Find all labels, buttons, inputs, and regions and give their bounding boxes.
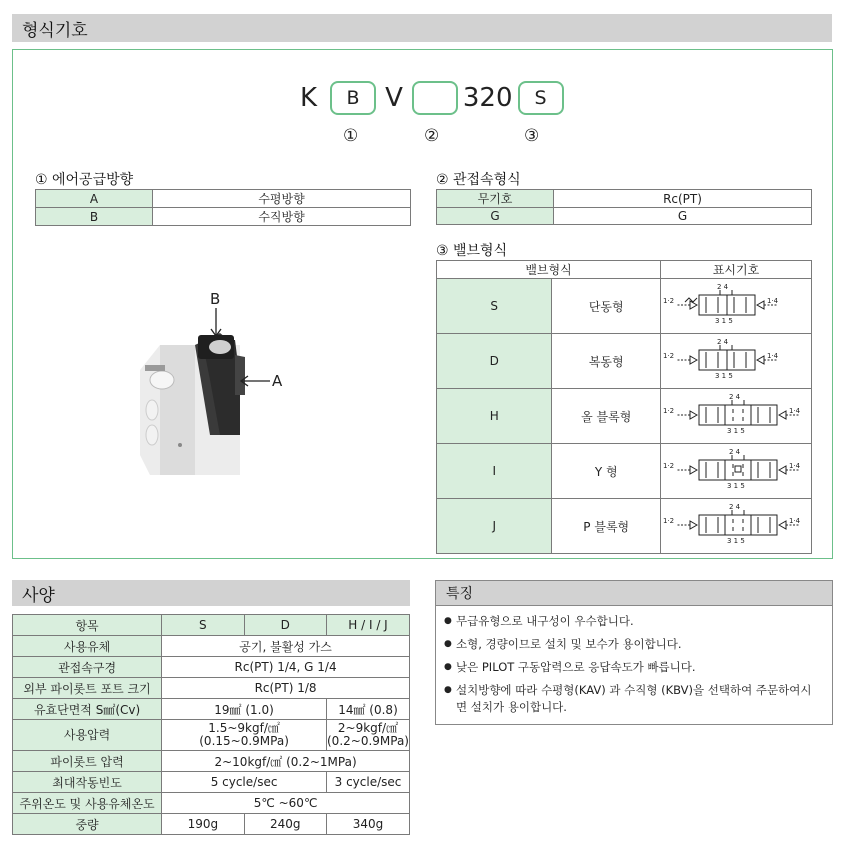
valve-box (725, 460, 751, 480)
valve-symbol-i (661, 444, 812, 499)
spec-value-area-hij: 14㎟ (0.8) (327, 699, 410, 720)
section-title: 형식기호 (22, 20, 88, 41)
feature-item: ● 무급유형으로 내구성이 우수합니다. (446, 613, 822, 630)
spec-value-area-sd: 19㎟ (1.0) (162, 699, 327, 720)
valve-box (699, 515, 725, 535)
spec-label-weight: 중량 (13, 814, 162, 835)
pilot-left-icon (690, 521, 697, 529)
port-label-bottom: 3 1 5 (715, 372, 733, 380)
spec-header-d: D (244, 615, 326, 636)
valve-box (699, 295, 727, 315)
air-supply-title: ① 에어공급방향 (35, 172, 134, 188)
spec-label-area: 유효단면적 S㎟(Cv) (13, 699, 162, 720)
spec-value-weight-hij: 340g (327, 814, 410, 835)
feature-item: ● 설치방향에 따라 수평형(KAV) 과 수직형 (KBV)을 선택하여 주문하여시면 설치가 용이합니다. (446, 682, 822, 716)
valve-code-s: S (437, 279, 552, 334)
port-label-bottom: 3 1 5 (727, 482, 745, 490)
pilot-left-icon (690, 466, 697, 474)
spec-value-fluid: 공기, 불활성 가스 (162, 636, 410, 657)
marker-1: ① (343, 126, 359, 146)
spec-value-weight-d: 240g (244, 814, 326, 835)
valve-product-image (140, 285, 310, 485)
marker-2: ② (424, 126, 440, 146)
valve-box (699, 405, 725, 425)
air-code-b: B (36, 208, 153, 226)
spec-value-pilot-port: Rc(PT) 1/8 (162, 678, 410, 699)
port-label-top: 2 4 (729, 503, 741, 511)
port-label-top: 2 4 (729, 448, 741, 456)
spec-table (12, 614, 410, 835)
valve-box (751, 460, 777, 480)
direction-label-b: B (210, 290, 221, 308)
valve-code-i: I (437, 444, 552, 499)
pilot-label-left: 1·2 (663, 352, 675, 360)
pilot-label-right: 1·4 (789, 462, 801, 470)
pilot-label-right: 1·4 (789, 517, 801, 525)
marker-3: ③ (524, 126, 540, 146)
pilot-label-left: 1·2 (663, 407, 675, 415)
valve-type-table (436, 260, 812, 554)
port-label-top: 2 4 (729, 393, 741, 401)
code-v: V (385, 83, 403, 113)
spec-header-hij: H / I / J (327, 615, 410, 636)
pilot-label-left: 1·2 (663, 517, 675, 525)
pilot-label-right: 1·4 (767, 297, 779, 305)
valve-code-j: J (437, 499, 552, 554)
pilot-label-left: 1·2 (663, 462, 675, 470)
arrow-left-icon (240, 373, 270, 389)
spec-value-pressure-sd (162, 720, 327, 751)
spec-label-pressure: 사용압력 (13, 720, 162, 751)
features-title: 특징 (446, 586, 474, 602)
spec-label-port: 관접속구경 (13, 657, 162, 678)
features-panel (435, 605, 833, 725)
valve-box (727, 295, 755, 315)
valve-symbol-j (661, 499, 812, 554)
spec-label-temp: 주위온도 및 사용유체온도 (13, 793, 162, 814)
valve-box (699, 350, 727, 370)
spec-value-pilot-pressure: 2~10kgf/㎠ (0.2~1MPa) (162, 751, 410, 772)
valve-name-s: 단동형 (552, 279, 661, 334)
air-supply-table (35, 189, 411, 226)
spec-label-frequency: 최대작동빈도 (13, 772, 162, 793)
pilot-label-left: 1·2 (663, 297, 675, 305)
pilot-label-right: 1·4 (767, 352, 779, 360)
direction-label-a: A (272, 372, 283, 390)
spec-value-pressure-hij (327, 720, 410, 751)
valve-header-type: 밸브형식 (437, 261, 661, 279)
spec-label-fluid: 사용유체 (13, 636, 162, 657)
pilot-right-icon (779, 411, 786, 419)
pilot-right-icon (757, 301, 764, 309)
arrow-down-icon (208, 308, 224, 338)
pressure-hij-line2: (0.2~0.9MPa) (327, 734, 409, 748)
port-label-bottom: 3 1 5 (715, 317, 733, 325)
spec-value-port: Rc(PT) 1/4, G 1/4 (162, 657, 410, 678)
spec-value-frequency-sd: 5 cycle/sec (162, 772, 327, 793)
port-label-bottom: 3 1 5 (727, 537, 745, 545)
air-desc-a: 수평방향 (153, 190, 411, 208)
pilot-right-icon (757, 356, 764, 364)
valve-symbol-d (661, 334, 812, 389)
conn-code-none: 무기호 (437, 190, 554, 208)
pressure-sd-line2: (0.15~0.9MPa) (199, 734, 289, 748)
spec-value-weight-s: 190g (162, 814, 244, 835)
valve-box (727, 350, 755, 370)
pilot-right-icon (779, 521, 786, 529)
port-label-top: 2 4 (717, 283, 729, 291)
pilot-right-icon (779, 466, 786, 474)
spec-header-s: S (162, 615, 244, 636)
air-desc-b: 수직방향 (153, 208, 411, 226)
code-slot-blank (412, 81, 458, 115)
valve-name-h: 올 블록형 (552, 389, 661, 444)
pilot-label-right: 1·4 (789, 407, 801, 415)
code-slot-s: S (518, 81, 564, 115)
pilot-left-icon (690, 411, 697, 419)
valve-symbol-s (661, 279, 812, 334)
valve-box (751, 405, 777, 425)
model-code (300, 78, 569, 118)
air-code-a: A (36, 190, 153, 208)
valve-header-symbol: 표시기호 (661, 261, 812, 279)
code-k: K (300, 83, 318, 113)
valve-box (725, 405, 751, 425)
code-number: 320 (462, 83, 513, 113)
port-label-bottom: 3 1 5 (727, 427, 745, 435)
spec-value-frequency-hij: 3 cycle/sec (327, 772, 410, 793)
conn-code-g: G (437, 208, 554, 225)
port-label-top: 2 4 (717, 338, 729, 346)
spec-value-temp: 5℃ ~60℃ (162, 793, 410, 814)
valve-name-i: Y 형 (552, 444, 661, 499)
conn-desc-rc: Rc(PT) (554, 190, 812, 208)
valve-box (699, 460, 725, 480)
connection-table (436, 189, 812, 225)
code-slot-b: B (330, 81, 376, 115)
connection-title: ② 관접속형식 (436, 172, 521, 188)
valve-box (751, 515, 777, 535)
valve-symbol-h (661, 389, 812, 444)
pressure-sd-line1: 1.5~9kgf/㎠ (208, 721, 280, 735)
spec-header-item: 항목 (13, 615, 162, 636)
valve-name-d: 복동형 (552, 334, 661, 389)
center-mark (735, 466, 741, 472)
feature-item: ● 낮은 PILOT 구동압력으로 응답속도가 빠릅니다. (446, 659, 822, 676)
section-header-model-code (12, 14, 832, 42)
pressure-hij-line1: 2~9kgf/㎠ (337, 721, 399, 735)
valve-name-j: P 블록형 (552, 499, 661, 554)
pilot-left-icon (690, 356, 697, 364)
section-header-spec (12, 580, 410, 606)
spec-label-pilot-port: 외부 파이롯트 포트 크기 (13, 678, 162, 699)
valve-code-h: H (437, 389, 552, 444)
valve-type-title: ③ 밸브형식 (436, 243, 508, 259)
spec-label-pilot-pressure: 파이롯트 압력 (13, 751, 162, 772)
feature-item: ● 소형, 경량이므로 설치 및 보수가 용이합니다. (446, 636, 822, 653)
conn-desc-g: G (554, 208, 812, 225)
valve-box (725, 515, 751, 535)
spec-title: 사양 (22, 585, 55, 606)
valve-code-d: D (437, 334, 552, 389)
section-header-features (435, 580, 833, 606)
